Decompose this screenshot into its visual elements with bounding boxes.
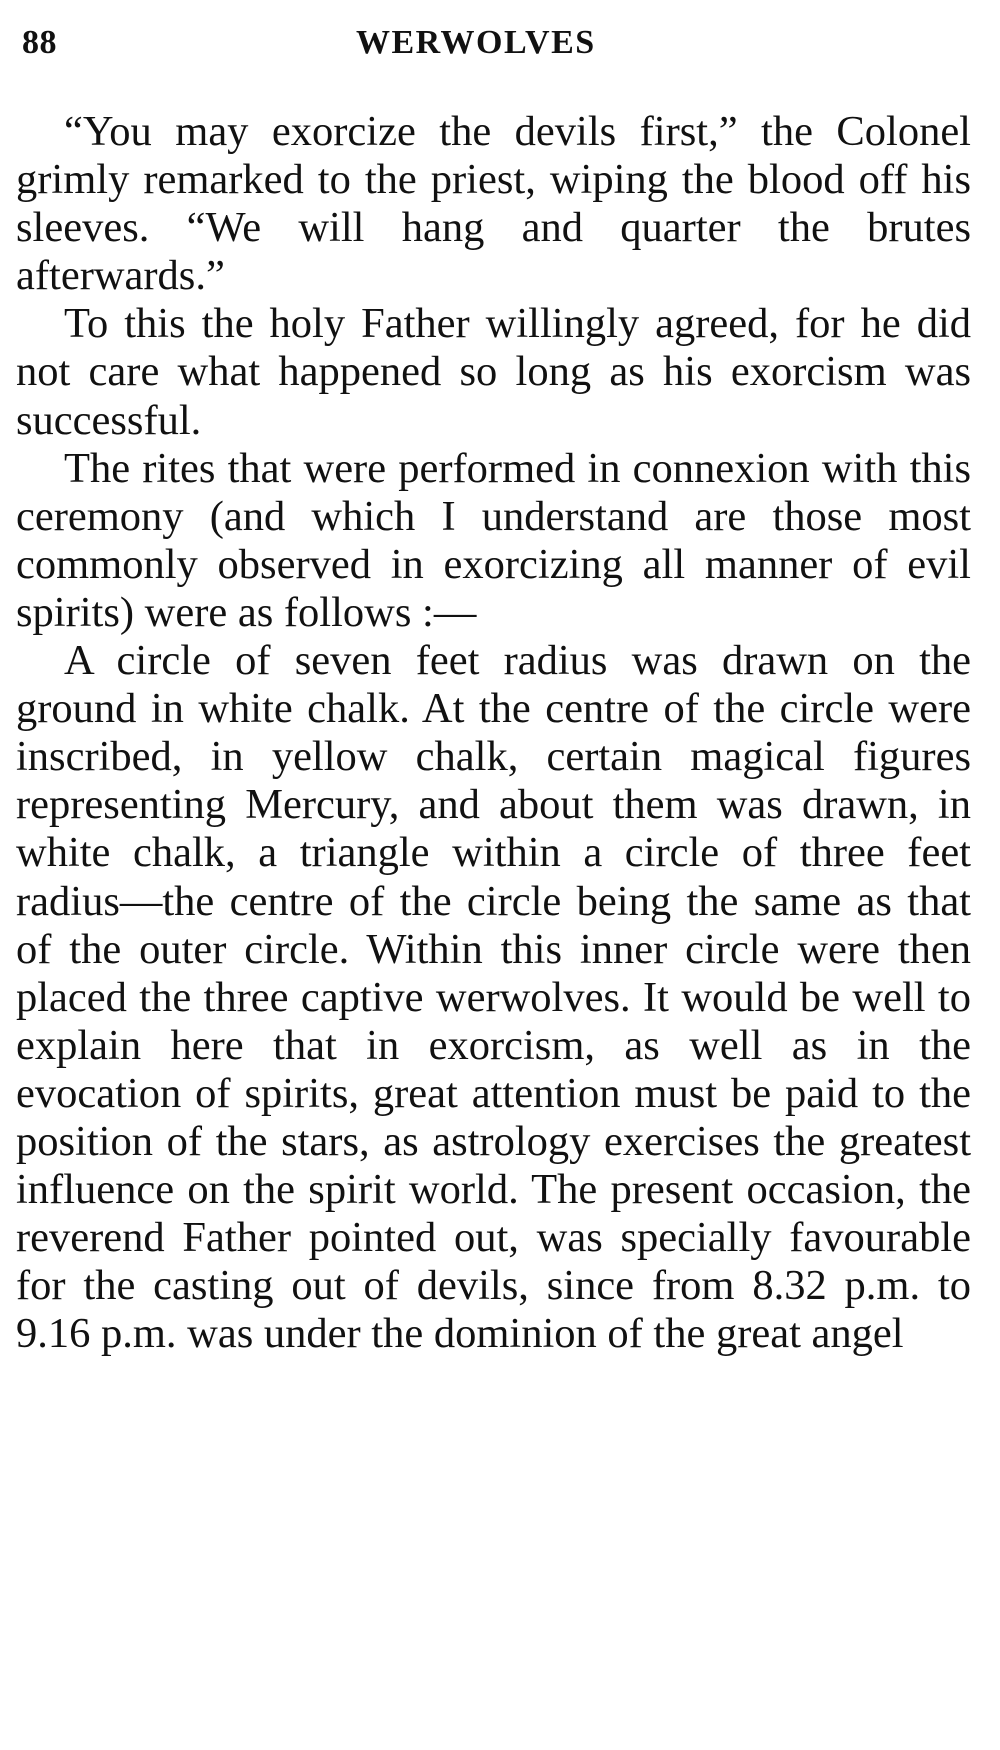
paragraph-3: The rites that were performed in connexion with this ceremony (and which I understand are those most commonly observed in exorcizing all manner of evil spirits) were as follows :—	[16, 444, 971, 636]
body-text	[16, 108, 971, 1358]
paragraph-4: A circle of seven feet radius was drawn on the ground in white chalk. At the centre of the circle were inscribed, in yellow chalk, certain magical figures representing Mercury, and about them was drawn, in white chalk, a triangle within a circle of three feet radius—the centre of the circle being the same as that of the outer circle. Within this inner circle were then placed the three captive werwolves. It would be well to explain here that in exorcism, as well as in the evocation of spirits, great attention must be paid to the position of the stars, as astrology exercises the greatest influence on the spirit world. The present occasion, the reverend Father pointed out, was specially favourable for the casting out of devils, since from 8.32 p.m. to 9.16 p.m. was under the dominion of the great angel	[16, 637, 971, 1358]
book-page	[16, 10, 971, 1740]
running-title: WERWOLVES	[356, 24, 596, 61]
paragraph-1: “You may exorcize the devils first,” the Colonel grimly remarked to the priest, wiping the blood off his sleeves. “We will hang and quarter the brutes afterwards.”	[16, 108, 971, 300]
page-header	[16, 10, 971, 82]
page-number: 88	[22, 24, 57, 61]
paragraph-2: To this the holy Father willingly agreed, for he did not care what happened so long as his exorcism was successful.	[16, 300, 971, 444]
